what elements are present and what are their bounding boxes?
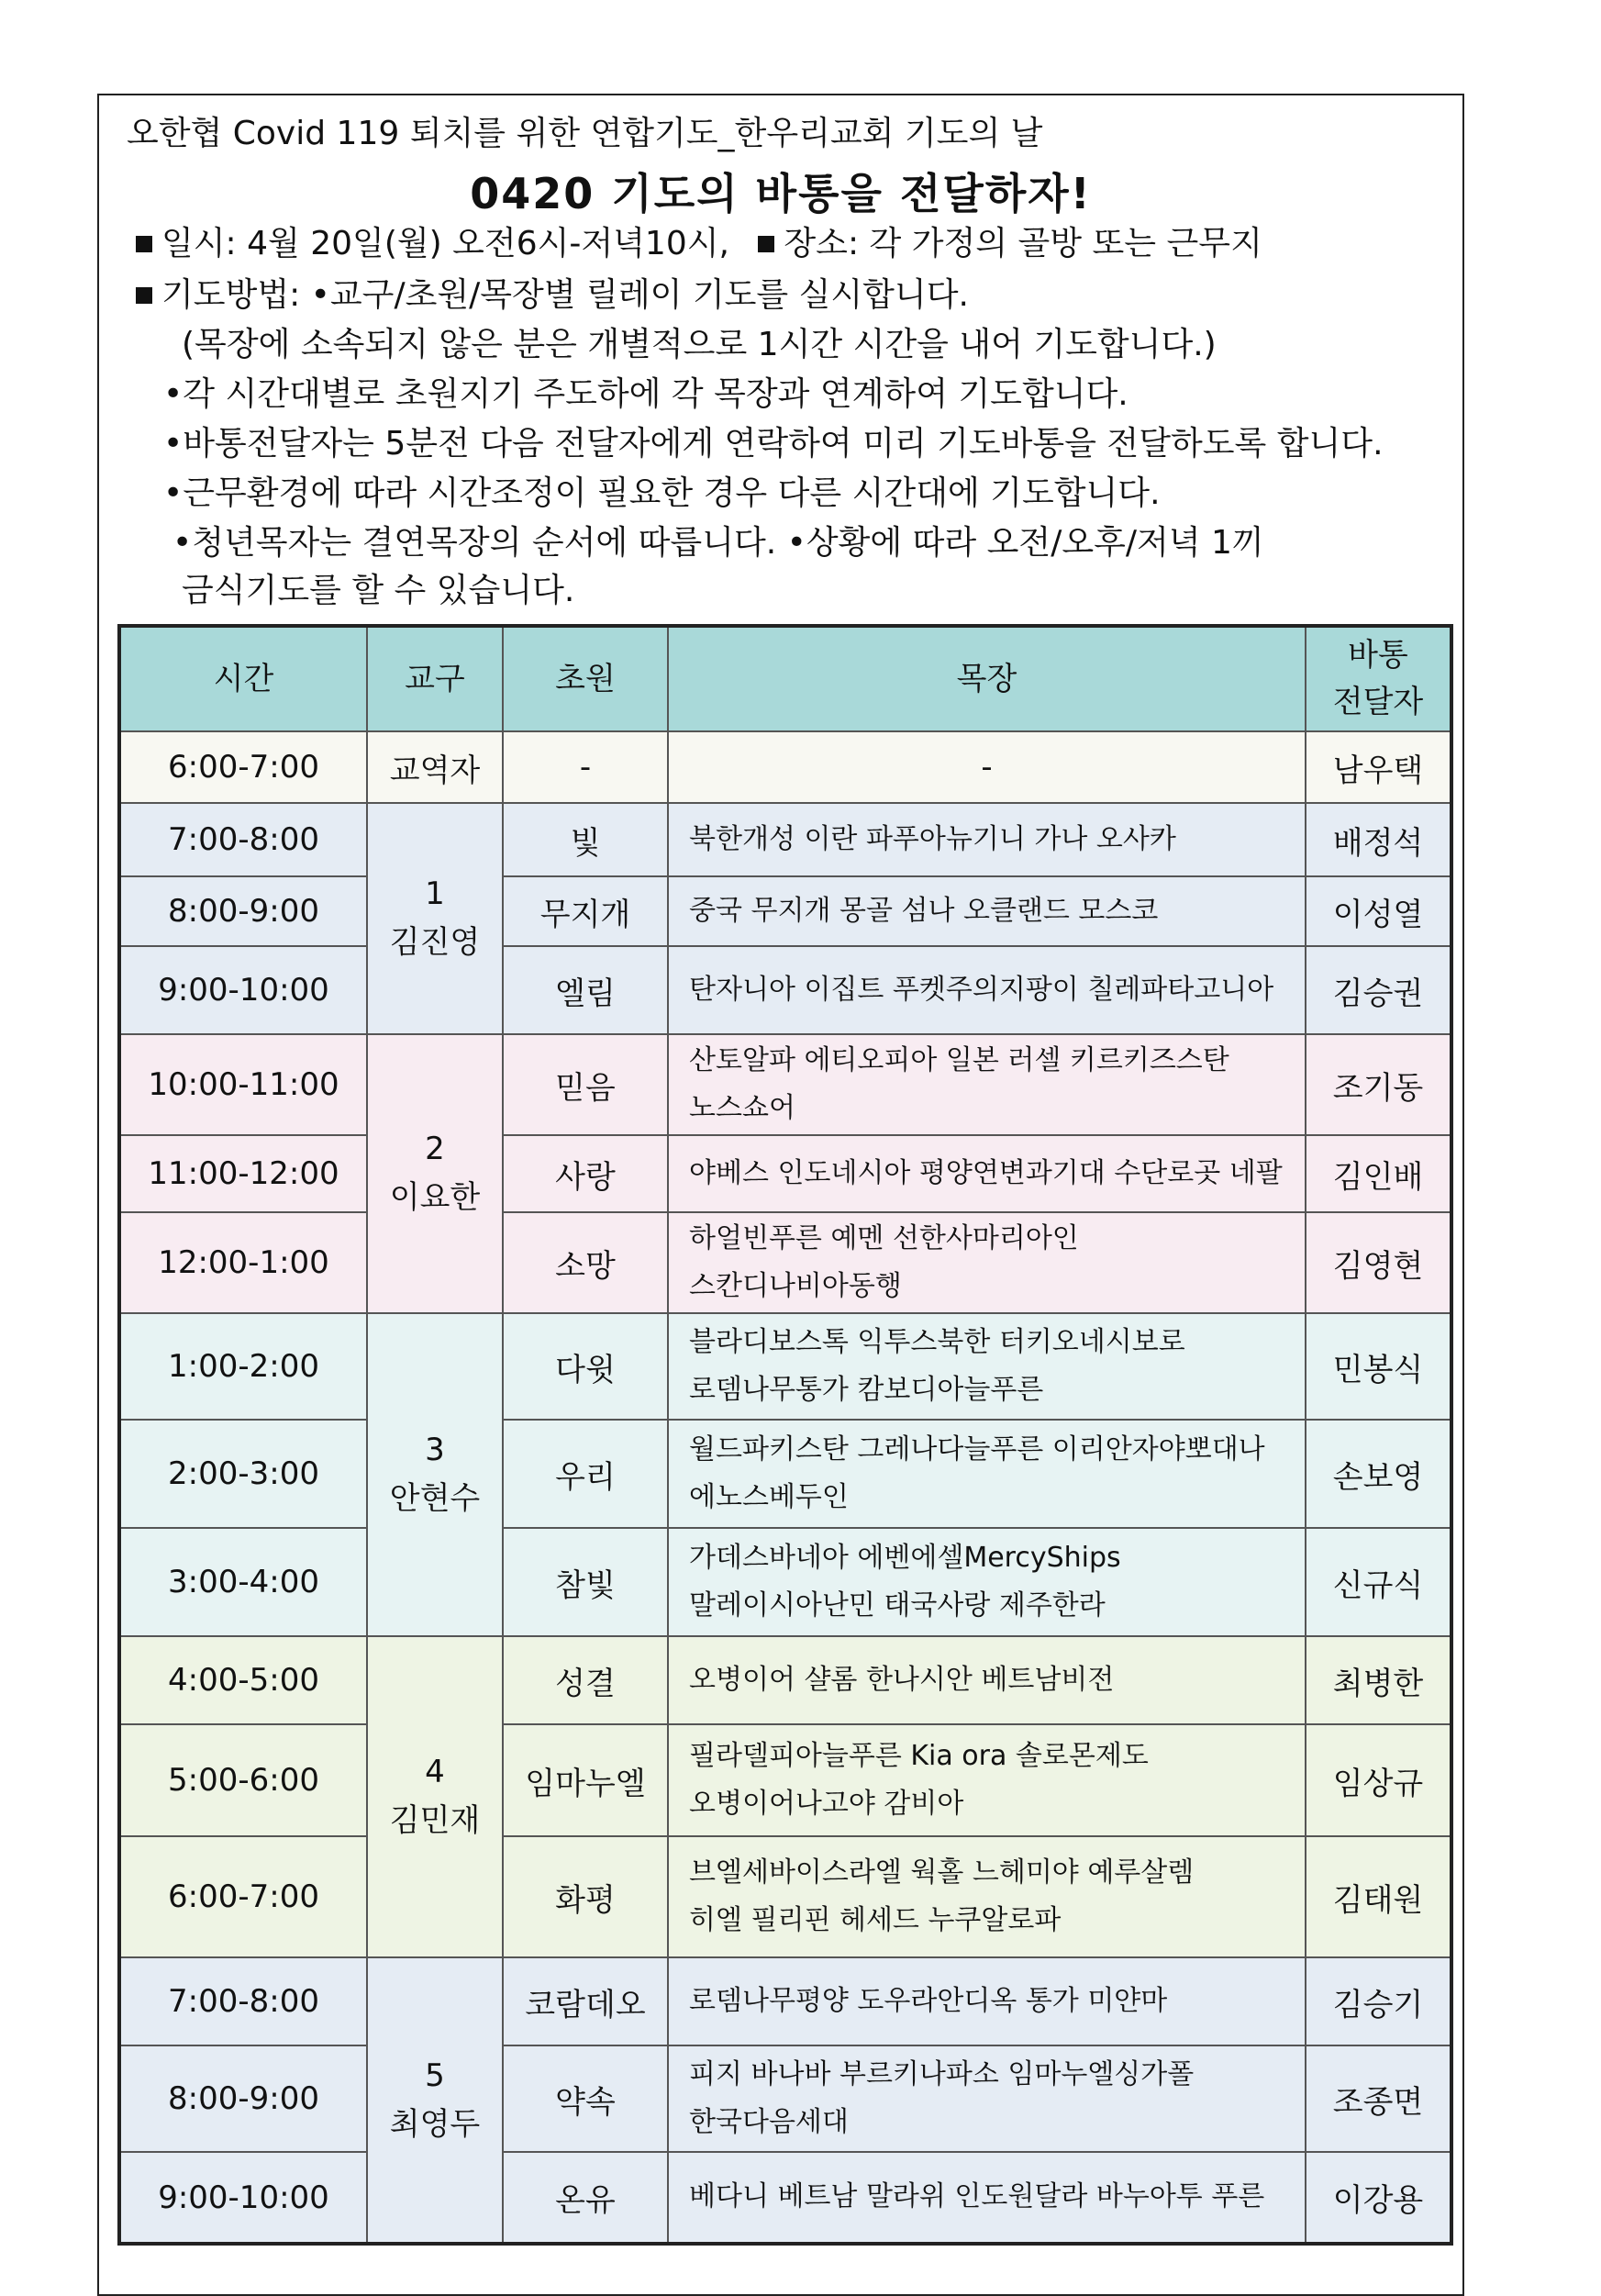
time-cell: 6:00-7:00 <box>119 731 367 803</box>
cell-line: 블라디보스톡 익투스북한 터키오네시보로 <box>689 1325 1185 1358</box>
cell-cell <box>668 946 1306 1034</box>
cell-line: 로뎀나무평양 도우라안디옥 통가 미얀마 <box>689 1984 1168 2017</box>
cell-cell <box>668 1724 1306 1836</box>
grassland-cell: 우리 <box>503 1420 668 1528</box>
grassland-cell: 코람데오 <box>503 1957 668 2045</box>
cell-line: 월드파키스탄 그레나다늘푸른 이리안자야뽀대나 <box>689 1432 1265 1466</box>
note-line: 금식기도를 할 수 있습니다. <box>182 572 575 609</box>
baton-cell: 남우택 <box>1306 731 1451 803</box>
grassland-cell: 성결 <box>503 1636 668 1724</box>
cell-line: 야베스 인도네시아 평양연변과기대 수단로곳 네팔 <box>689 1156 1283 1189</box>
cell-line: 오병이어나고야 감비아 <box>689 1788 964 1820</box>
time-cell: 4:00-5:00 <box>119 1636 367 1724</box>
page-title: 0420 기도의 바통을 전달하자! <box>470 169 1092 218</box>
schedule-line <box>136 224 1262 263</box>
cell-line: 탄자니아 이집트 푸켓주의지팡이 칠레파타고니아 <box>689 973 1274 1006</box>
cell-line: 베다니 베트남 말라위 인도원달라 바누아투 푸른 <box>689 2180 1265 2213</box>
baton-cell: 김승권 <box>1306 946 1451 1034</box>
time-cell: 8:00-9:00 <box>119 2045 367 2152</box>
header-time: 시간 <box>119 626 367 731</box>
time-cell: 7:00-8:00 <box>119 803 367 876</box>
time-cell: 7:00-8:00 <box>119 1957 367 2045</box>
cell-line: 에노스베두인 <box>689 1481 849 1513</box>
district-leader: 최영두 <box>389 2105 481 2143</box>
cell-line: 북한개성 이란 파푸아뉴기니 가나 오사카 <box>689 822 1176 855</box>
cell-cell <box>668 1528 1306 1636</box>
district-leader: 김민재 <box>389 1802 481 1839</box>
baton-cell: 신규식 <box>1306 1528 1451 1636</box>
cell-line: 로뎀나무통가 캄보디아늘푸른 <box>689 1374 1044 1406</box>
time-cell: 10:00-11:00 <box>119 1034 367 1135</box>
grassland-cell: 무지개 <box>503 876 668 946</box>
prayer-schedule-table <box>117 624 1453 2246</box>
method-text: 기도방법: •교구/초원/목장별 릴레이 기도를 실시합니다. <box>161 276 969 314</box>
cell-cell <box>668 1034 1306 1135</box>
grassland-cell: 엘림 <box>503 946 668 1034</box>
cell-line: 히엘 필리핀 헤세드 누쿠알로파 <box>689 1904 1062 1936</box>
note-line: (목장에 소속되지 않은 분은 개별적으로 1시간 시간을 내어 기도합니다.) <box>182 326 1217 363</box>
baton-cell: 배정석 <box>1306 803 1451 876</box>
cell-line: 하얼빈푸른 예멘 선한사마리아인 <box>689 1221 1079 1254</box>
square-bullet-icon <box>136 287 152 304</box>
baton-cell: 손보영 <box>1306 1420 1451 1528</box>
district-cell <box>367 803 503 1034</box>
cell-cell <box>668 1836 1306 1957</box>
grassland-cell: 참빛 <box>503 1528 668 1636</box>
cell-cell <box>668 1420 1306 1528</box>
baton-cell: 조종면 <box>1306 2045 1451 2152</box>
grassland-cell: 사랑 <box>503 1135 668 1212</box>
grassland-cell: 소망 <box>503 1212 668 1313</box>
grassland-cell: 화평 <box>503 1836 668 1957</box>
note-line: •청년목자는 결연목장의 순서에 따릅니다. •상황에 따라 오전/오후/저녁 1끼 <box>172 524 1264 562</box>
grassland-cell: 임마누엘 <box>503 1724 668 1836</box>
time-cell: 3:00-4:00 <box>119 1528 367 1636</box>
header-line: 오한협 Covid 119 퇴치를 위한 연합기도_한우리교회 기도의 날 <box>127 115 1043 152</box>
header-grassland: 초원 <box>503 626 668 731</box>
note-line: •바통전달자는 5분전 다음 전달자에게 연락하여 미리 기도바통을 전달하도록 합니다. <box>163 425 1384 463</box>
note-line: •근무환경에 따라 시간조정이 필요한 경우 다른 시간대에 기도합니다. <box>163 474 1161 512</box>
table-row <box>119 1034 1451 1135</box>
grassland-cell: 믿음 <box>503 1034 668 1135</box>
baton-cell: 이성열 <box>1306 876 1451 946</box>
place-text: 장소: 각 가정의 골방 또는 근무지 <box>784 225 1262 262</box>
cell-line: 말레이시아난민 태국사랑 제주한라 <box>689 1589 1106 1622</box>
table-row <box>119 1957 1451 2045</box>
header-baton-line: 바통 <box>1348 637 1408 674</box>
grassland-cell: 다윗 <box>503 1313 668 1420</box>
grassland-cell: 빛 <box>503 803 668 876</box>
time-cell: 2:00-3:00 <box>119 1420 367 1528</box>
time-cell: 12:00-1:00 <box>119 1212 367 1313</box>
table-row <box>119 1724 1451 1836</box>
district-cell <box>367 1636 503 1957</box>
table-row <box>119 2045 1451 2152</box>
cell-cell <box>668 803 1306 876</box>
time-cell: 9:00-10:00 <box>119 946 367 1034</box>
cell-line: 스칸디나비아동행 <box>689 1270 902 1302</box>
baton-cell: 이강용 <box>1306 2152 1451 2244</box>
baton-cell: 최병한 <box>1306 1636 1451 1724</box>
district-number: 1 <box>425 875 445 913</box>
district-number: 2 <box>425 1131 445 1168</box>
table-header-row <box>119 626 1451 731</box>
baton-cell: 김인배 <box>1306 1135 1451 1212</box>
table-row <box>119 731 1451 803</box>
table-row <box>119 1528 1451 1636</box>
cell-line: 가데스바네아 에벤에셀MercyShips <box>689 1541 1121 1574</box>
district-leader: 안현수 <box>389 1480 481 1517</box>
cell-line: 브엘세바이스라엘 웍홀 느헤미야 예루살렘 <box>689 1856 1195 1889</box>
method-line <box>136 275 969 315</box>
time-cell: 9:00-10:00 <box>119 2152 367 2244</box>
table-row <box>119 946 1451 1034</box>
district-cell <box>367 1034 503 1313</box>
grassland-cell: - <box>503 731 668 803</box>
cell-line: 산토알파 에티오피아 일본 러셀 키르키즈스탄 <box>689 1043 1229 1076</box>
schedule-text: 일시: 4월 20일(월) 오전6시-저녁10시, <box>161 225 729 262</box>
cell-line: 오병이어 샬롬 한나시안 베트남비전 <box>689 1663 1115 1696</box>
document-frame <box>97 94 1464 2296</box>
header-baton-line: 전달자 <box>1332 684 1424 720</box>
baton-cell: 김영현 <box>1306 1212 1451 1313</box>
cell-cell <box>668 2045 1306 2152</box>
baton-cell: 민봉식 <box>1306 1313 1451 1420</box>
table-row <box>119 803 1451 876</box>
header-cell: 목장 <box>668 626 1306 731</box>
district-number: 4 <box>425 1754 445 1791</box>
table-row <box>119 1420 1451 1528</box>
district-number: 3 <box>425 1432 445 1469</box>
cell-line: 중국 무지개 몽골 섬나 오클랜드 모스코 <box>689 894 1159 927</box>
header-baton <box>1306 626 1451 731</box>
grassland-cell: 온유 <box>503 2152 668 2244</box>
district-leader: 김진영 <box>389 924 481 961</box>
cell-line: 필라델피아늘푸른 Kia ora 솔로몬제도 <box>689 1739 1149 1772</box>
cell-line: 한국다음세대 <box>689 2106 849 2138</box>
table-row <box>119 1135 1451 1212</box>
district-cell <box>367 1313 503 1636</box>
district-leader: 이요한 <box>389 1179 481 1216</box>
cell-cell <box>668 1313 1306 1420</box>
cell-cell <box>668 1636 1306 1724</box>
baton-cell: 임상규 <box>1306 1724 1451 1836</box>
table-row <box>119 1313 1451 1420</box>
table-row <box>119 876 1451 946</box>
cell-cell <box>668 2152 1306 2244</box>
time-cell: 5:00-6:00 <box>119 1724 367 1836</box>
time-cell: 8:00-9:00 <box>119 876 367 946</box>
district-cell <box>367 1957 503 2244</box>
cell-cell <box>668 1135 1306 1212</box>
time-cell: 6:00-7:00 <box>119 1836 367 1957</box>
baton-cell: 김태원 <box>1306 1836 1451 1957</box>
square-bullet-icon <box>758 236 774 252</box>
cell-cell <box>668 1957 1306 2045</box>
table-row <box>119 1636 1451 1724</box>
baton-cell: 조기동 <box>1306 1034 1451 1135</box>
time-cell: 11:00-12:00 <box>119 1135 367 1212</box>
square-bullet-icon <box>136 236 152 252</box>
district-cell: 교역자 <box>367 731 503 803</box>
table-row <box>119 2152 1451 2244</box>
cell-cell <box>668 876 1306 946</box>
cell-line: 피지 바나바 부르키나파소 임마누엘싱가폴 <box>689 2057 1195 2090</box>
table-row <box>119 1212 1451 1313</box>
cell-cell: - <box>668 731 1306 803</box>
note-line: •각 시간대별로 초원지기 주도하에 각 목장과 연계하여 기도합니다. <box>163 375 1128 413</box>
cell-line: 노스쇼어 <box>689 1092 795 1124</box>
baton-cell: 김승기 <box>1306 1957 1451 2045</box>
cell-cell <box>668 1212 1306 1313</box>
district-number: 5 <box>425 2056 445 2094</box>
header-district: 교구 <box>367 626 503 731</box>
time-cell: 1:00-2:00 <box>119 1313 367 1420</box>
table-row <box>119 1836 1451 1957</box>
grassland-cell: 약속 <box>503 2045 668 2152</box>
